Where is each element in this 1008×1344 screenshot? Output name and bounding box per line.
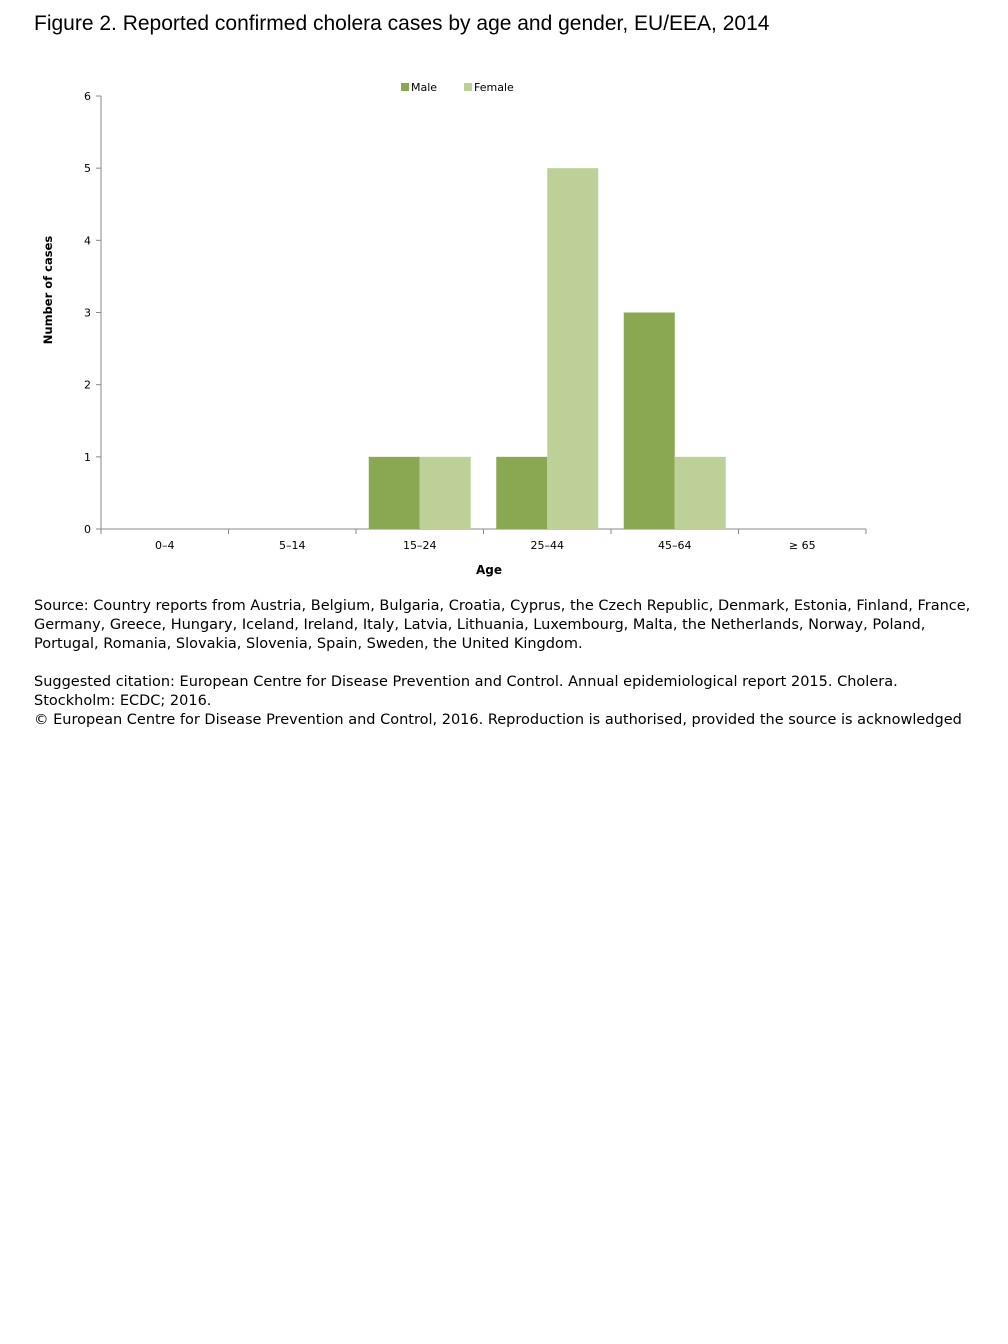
x-tick-label: 0–4 [155, 539, 175, 552]
legend-swatch-female [464, 83, 472, 91]
x-tick-label: 45–64 [658, 539, 692, 552]
chart-legend [401, 81, 514, 94]
legend-swatch-male [401, 83, 409, 91]
y-tick-label: 1 [84, 450, 91, 464]
figure-title: Figure 2. Reported confirmed cholera cases by age and gender, EU/EEA, 2014 [34, 12, 770, 35]
y-tick-label: 6 [84, 90, 91, 103]
x-axis-label: Age [475, 563, 503, 577]
bar-female-3 [420, 457, 471, 529]
bar-male-3 [369, 457, 420, 529]
y-tick-label: 4 [84, 234, 91, 248]
bar-female-5 [675, 457, 726, 529]
source-note: Source: Country reports from Austria, Belgium, Bulgaria, Croatia, Cyprus, the Czech Republic, Denmark, Estonia, Finland, France, Germany, Greece, Hungary, Iceland, Ireland, Italy, Latvia, Lithuania, Luxembourg, Malta, the Netherlands, Norway, Poland, Portugal, Romania, Slovakia, Slovenia, Spain, Sweden, the United Kingdom. [34, 598, 971, 652]
figure-notes [34, 597, 974, 730]
x-tick-label: 25–44 [530, 539, 564, 552]
citation-note: Suggested citation: European Centre for Disease Prevention and Control. Annual epidemiological report 2015. Cholera. Stockholm: ECDC; 2016. [34, 674, 898, 709]
bar-male-5 [624, 313, 675, 530]
x-tick-label: 5–14 [279, 539, 306, 552]
x-tick-label: 15–24 [403, 539, 437, 552]
bar-male-4 [496, 457, 547, 529]
y-tick-label: 0 [84, 523, 91, 536]
y-tick-label: 5 [84, 162, 91, 176]
x-tick-label: ≥ 65 [788, 539, 816, 552]
legend-label-female: Female [474, 81, 514, 94]
y-axis-label: Number of cases [41, 235, 55, 345]
bar-chart [0, 70, 1008, 590]
copyright-note: © European Centre for Disease Prevention and Control, 2016. Reproduction is authorised, provided the source is acknowledged [34, 712, 962, 728]
bars [369, 168, 726, 529]
legend-label-male: Male [411, 81, 438, 94]
y-tick-label: 3 [84, 306, 91, 320]
x-axis [101, 529, 866, 552]
bar-female-4 [547, 168, 598, 529]
y-tick-label: 2 [84, 378, 91, 392]
y-axis [84, 90, 101, 536]
